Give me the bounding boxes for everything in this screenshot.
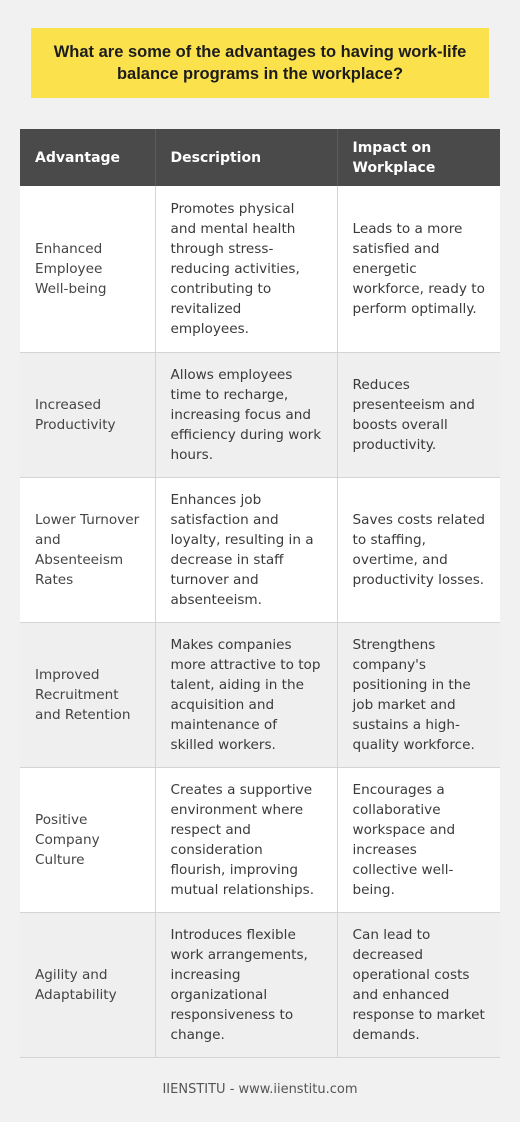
table-header-row [20, 129, 500, 186]
advantages-table [20, 129, 500, 1058]
footer-credit: IIENSTITU - www.iienstitu.com [162, 1082, 358, 1097]
impact-cell: Reduces presenteeism and boosts overall productivity. [337, 352, 500, 477]
impact-cell: Strengthens company's positioning in the job market and sustains a high-quality workforce. [337, 622, 500, 767]
impact-cell: Saves costs related to staffing, overtime, and productivity losses. [337, 477, 500, 622]
impact-cell: Can lead to decreased operational costs and enhanced response to market demands. [337, 912, 500, 1057]
description-cell: Makes companies more attractive to top talent, aiding in the acquisition and maintenance of skilled workers. [155, 622, 337, 767]
description-cell: Creates a supportive environment where respect and consideration flourish, improving mutual relationships. [155, 767, 337, 912]
table-row [20, 186, 500, 352]
page-title: What are some of the advantages to having work-life balance programs in the workplace? [53, 43, 467, 83]
header-impact: Impact on Workplace [337, 129, 500, 186]
table-row [20, 622, 500, 767]
table-row [20, 767, 500, 912]
advantage-cell: Agility and Adaptability [20, 912, 155, 1057]
description-cell: Introduces flexible work arrangements, increasing organizational responsiveness to change. [155, 912, 337, 1057]
table-row [20, 912, 500, 1057]
description-cell: Enhances job satisfaction and loyalty, resulting in a decrease in staff turnover and absenteeism. [155, 477, 337, 622]
impact-cell: Leads to a more satisfied and energetic workforce, ready to perform optimally. [337, 186, 500, 352]
title-banner [31, 28, 489, 98]
description-cell: Allows employees time to recharge, increasing focus and efficiency during work hours. [155, 352, 337, 477]
impact-cell: Encourages a collaborative workspace and increases collective well-being. [337, 767, 500, 912]
advantage-cell: Enhanced Employee Well-being [20, 186, 155, 352]
header-description: Description [155, 129, 337, 186]
advantage-cell: Improved Recruitment and Retention [20, 622, 155, 767]
header-advantage: Advantage [20, 129, 155, 186]
advantage-cell: Increased Productivity [20, 352, 155, 477]
description-cell: Promotes physical and mental health through stress-reducing activities, contributing to revitalized employees. [155, 186, 337, 352]
table-row [20, 352, 500, 477]
advantage-cell: Positive Company Culture [20, 767, 155, 912]
table-row [20, 477, 500, 622]
advantage-cell: Lower Turnover and Absenteeism Rates [20, 477, 155, 622]
